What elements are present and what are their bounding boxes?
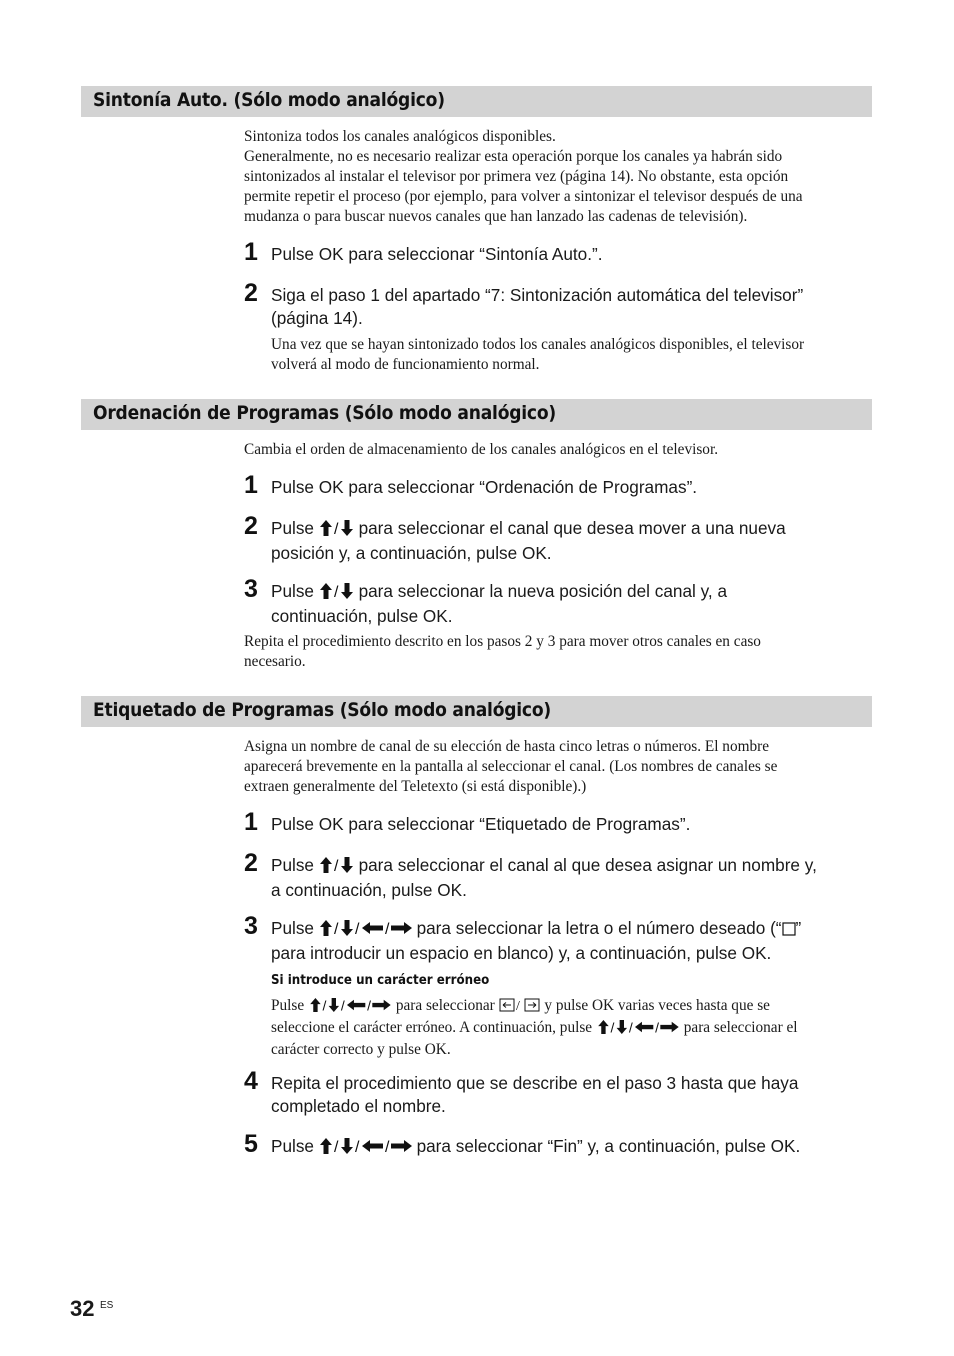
step-number: 3 <box>244 912 258 940</box>
step-number: 3 <box>244 575 258 603</box>
svg-text:/: / <box>333 584 339 599</box>
up-down-arrows-icon <box>319 856 354 879</box>
insert-delete-icons <box>499 998 541 1018</box>
svg-text:/: / <box>322 998 327 1012</box>
svg-text:/: / <box>384 1139 390 1154</box>
step-text: Pulse / / / para seleccionar “Fin” y, a continuación, pulse OK. <box>271 1135 800 1160</box>
step-number: 1 <box>244 238 258 266</box>
note-text: Una vez que se hayan sintonizado todos los canales analógicos disponibles, el televisor volverá al modo de funcionamiento normal. <box>271 336 805 373</box>
four-way-arrows-icon <box>319 919 412 942</box>
svg-text:/: / <box>333 921 339 936</box>
section-header-etiquetado <box>81 696 872 727</box>
section-title: Ordenación de Programas (Sólo modo analógico) <box>93 402 557 424</box>
step-text: Pulse OK para seleccionar “Sintonía Auto.”. <box>271 244 603 264</box>
intro-text: Cambia el orden de almacenamiento de los canales analógicos en el televisor. <box>244 441 719 458</box>
svg-text:/: / <box>333 1139 339 1154</box>
step-number: 5 <box>244 1130 258 1158</box>
svg-text:/: / <box>354 921 360 936</box>
section-header-sintonia-auto <box>81 86 872 117</box>
section-header-ordenacion <box>81 399 872 430</box>
intro-text: Asigna un nombre de canal de su elección de hasta cinco letras o números. El nombre aparecerá brevemente en la pantalla al seleccionar el canal. (Los nombres de canales se extraen generalmente del Teletexto (si está disponible).) <box>244 738 778 795</box>
step-number: 1 <box>244 471 258 499</box>
up-down-arrows-icon <box>319 519 354 542</box>
svg-text:/: / <box>354 1139 360 1154</box>
note-text: Repita el procedimiento descrito en los pasos 2 y 3 para mover otros canales en caso necesario. <box>244 633 761 670</box>
step-number: 2 <box>244 849 258 877</box>
svg-text:/: / <box>515 999 520 1012</box>
step-number: 2 <box>244 279 258 307</box>
step-number: 1 <box>244 808 258 836</box>
four-way-arrows-icon <box>319 1137 412 1160</box>
four-way-arrows-icon <box>596 1020 680 1040</box>
page-language: ES <box>100 1300 114 1311</box>
svg-text:/: / <box>367 998 371 1012</box>
step-text: Pulse / para seleccionar la nueva posición del canal y, a continuación, pulse OK. <box>271 581 728 626</box>
svg-text:/: / <box>610 1020 615 1034</box>
tip-heading: Si introduce un carácter erróneo <box>271 973 490 988</box>
svg-text:/: / <box>333 858 339 873</box>
intro-text: Sintoniza todos los canales analógicos disponibles. Generalmente, no es necesario realizar esta operación porque los canales ya habrán sido sintonizados al instalar el televisor por primera vez (página 14). No obstante, esta opción permite repetir el proceso (por ejemplo, para volver a sintonizar el televisor después de una mudanza o para buscar nuevos canales que han lanzado las cadenas de televisión). <box>244 128 803 225</box>
step-text: Pulse / para seleccionar el canal que desea mover a una nueva posición y, a continuación, pulse OK. <box>271 518 786 563</box>
svg-text:/: / <box>384 921 390 936</box>
step-number: 2 <box>244 512 258 540</box>
up-down-arrows-icon <box>319 582 354 605</box>
tip-text: Pulse / / / para seleccionar / y pulse OK varias veces hasta que se seleccione el carácter erróneo. A continuación, pulse / / / para seleccionar el carácter correcto y pulse OK. <box>271 997 798 1058</box>
svg-text:/: / <box>333 521 339 536</box>
step-number: 4 <box>244 1067 258 1095</box>
svg-text:/: / <box>628 1020 633 1034</box>
blank-space-icon <box>782 919 796 942</box>
step-text: Pulse / / / para seleccionar la letra o el número deseado (“ ” para introducir un espacio en blanco) y, a continuación, pulse OK. <box>271 918 802 963</box>
step-text: Pulse OK para seleccionar “Etiquetado de Programas”. <box>271 814 691 834</box>
four-way-arrows-icon <box>308 998 392 1018</box>
section-title: Sintonía Auto. (Sólo modo analógico) <box>93 89 445 111</box>
svg-text:/: / <box>340 998 345 1012</box>
step-text: Repita el procedimiento que se describe en el paso 3 hasta que haya completado el nombre. <box>271 1073 799 1116</box>
page-number: 32 <box>70 1296 95 1321</box>
step-text: Pulse / para seleccionar el canal al que desea asignar un nombre y, a continuación, pulse OK. <box>271 855 817 900</box>
svg-text:/: / <box>654 1020 659 1034</box>
step-text: Pulse OK para seleccionar “Ordenación de Programas”. <box>271 477 698 497</box>
section-title: Etiquetado de Programas (Sólo modo analógico) <box>93 699 552 721</box>
step-text: Siga el paso 1 del apartado “7: Sintonización automática del televisor” (página 14). <box>271 285 804 328</box>
